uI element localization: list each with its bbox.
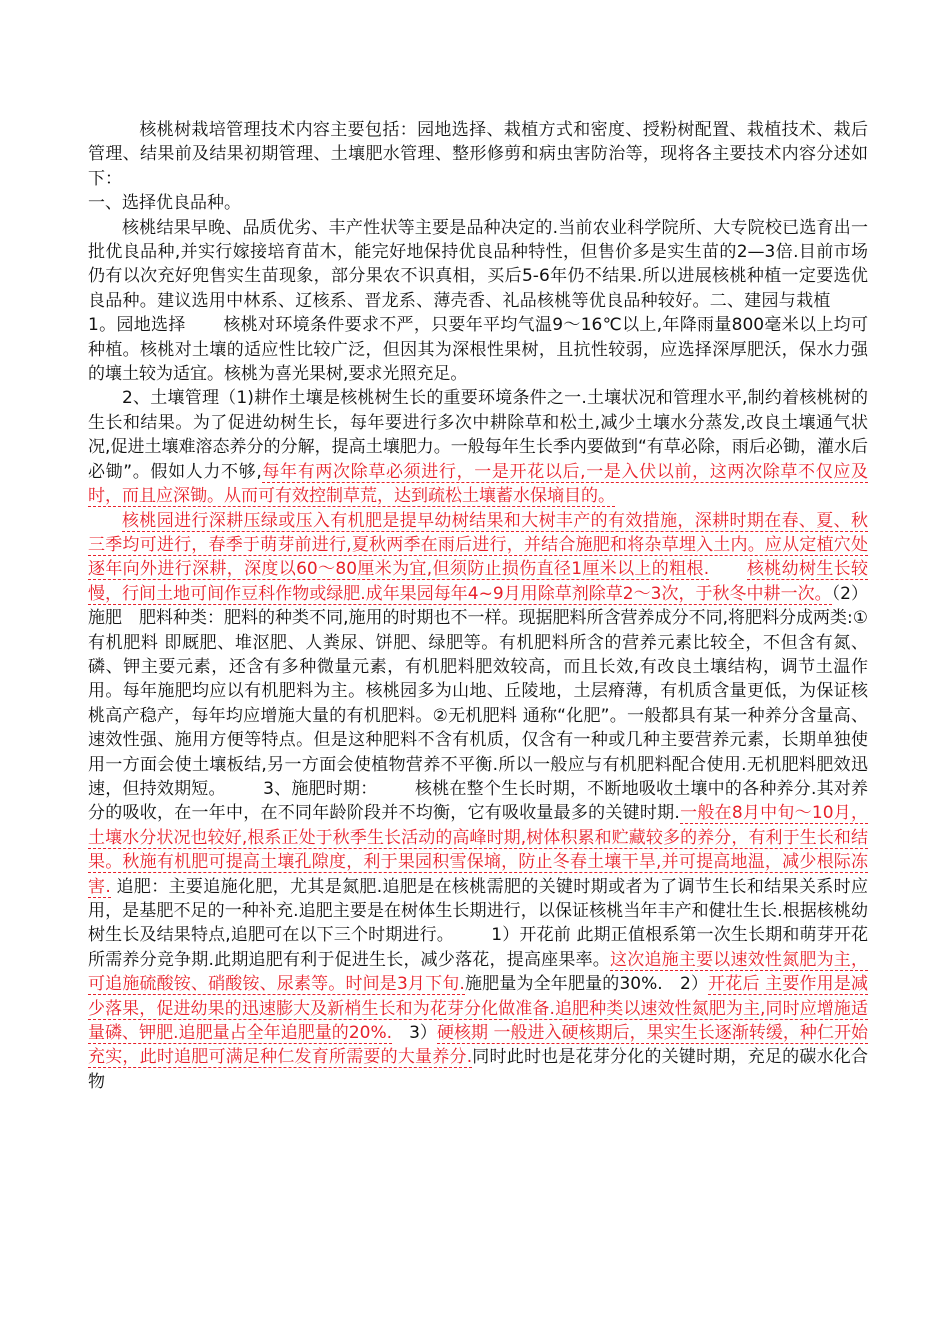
site-selection-heading: 1。园地选择 <box>88 315 186 336</box>
site-selection-text: 核桃对环境条件要求不严，只要年平均气温9～16℃以上,年降雨量800毫米以上均可种植。核桃对土壤的适应性比较广泛，但因其为深根性果树，且抗性较弱，应选择深厚肥沃，保水力强的壤土较为适宜。核桃为喜光果树,要求光照充足。 <box>88 315 868 385</box>
soil-management-paragraph <box>88 386 868 508</box>
document-body <box>88 118 868 1094</box>
variety-text: 核桃结果早晚、品质优劣、丰产性状等主要是品种决定的.当前农业科学院所、大专院校已选育出一批优良品种,并实行嫁接培育苗木，能完好地保持优良品种特性，但售价多是实生苗的2—3倍.目前市场仍有以次充好兜售实生苗现象，部分果农不识真相，买后5-6年仍不结果.所以进展核桃种植一定要选优良品种。建议选用中林系、辽核系、晋龙系、薄壳香、礼品核桃等优良品种较好。二、建园与栽植 <box>88 217 869 311</box>
stage-number-text: 3） <box>392 1023 437 1044</box>
soil-management-text: 2、土壤管理（1)耕作土壤是核桃树生长的重要环境条件之一.土壤状况和管理水平,制约着核桃树的生长和结果。为了促进幼树生长，每年要进行多次中耕除草和松土,减少土壤水分蒸发,改良土壤通气状况,促进土壤难溶态养分的分解，提高土壤肥力。一般每年生长季内要做到“有草必除，雨后必锄，灌水后必锄”。假如人力不够, <box>88 388 868 482</box>
intercrop-highlight: 核桃幼树生长较慢，行间土地可间作豆科作物或绿肥.成年果园每年4~9月用除草剂除草2～3次，于秋冬中耕一次。 <box>88 559 869 604</box>
amount-text: 施肥量为全年肥量的30%. 2） <box>464 974 709 995</box>
fertilizer-types-text: （2）施肥 肥料种类：肥料的种类不同,施用的时期也不一样。现据肥料所含营养成分不同,将肥料分成两类:① 有机肥料 即厩肥、堆沤肥、人粪尿、饼肥、绿肥等。有机肥料所含的营养元素比较全，不但含有氮、磷、钾主要元素，还含有多种微量元素，有机肥料肥效较高，而且长效,有改良土壤结构，调节土温作用。每年施肥均应以有机肥料为主。核桃园多为山地、丘陵地，土层瘠薄，有机质含量更低，为保证核桃高产稳产，每年均应增施大量的有机肥料。②无机肥料 通称“化肥”。一般都具有某一种养分含量高、速效性强、施用方便等特点。但是这种肥料不含有机质，仅含有一种或几种主要营养元素，长期单独使用一方面会使土壤板结,另一方面会使植物营养不平衡.所以一般应与有机肥料配合使用.无机肥料肥效迅速，但持效期短。 <box>88 583 868 799</box>
fertilizer-paragraph <box>88 509 868 1095</box>
intro-paragraph: 核桃树栽培管理技术内容主要包括：园地选择、栽植方式和密度、授粉树配置、栽植技术、栽后管理、结果前及结果初期管理、土壤肥水管理、整形修剪和病虫害防治等，现将各主要技术内容分述如下： <box>88 120 868 189</box>
nitrogen-highlight: 这次追施主要以速效性氮肥为主，可追施硫酸铵、硝酸铵、尿素等。时间是3月下旬. <box>88 949 869 995</box>
deep-tillage-highlight: 核桃园进行深耕压绿或压入有机肥是提早幼树结果和大树丰产的有效措施，深耕时期在春、夏、秋三季均可进行，春季于萌芽前进行,夏秋两季在雨后进行，并结合施肥和将杂草埋入土内。应从定植穴处逐年向外进行深耕，深度以60～80厘米为宜,但须防止损伤直径1厘米以上的粗根. <box>88 510 868 580</box>
variety-paragraph <box>88 216 868 387</box>
topdressing-text: 追肥：主要追施化肥，尤其是氮肥.追肥是在核桃需肥的关键时期或者为了调节生长和结果关系时应用，是基肥不足的一种补充.追肥主要是在树体生长期进行，以保证核桃当年丰产和健壮生长.根据核桃幼树生长及结果特点,追肥可在以下三个时期进行。 <box>88 876 869 946</box>
after-flowering-highlight: 开花后 主要作用是减少落果，促进幼果的迅速膨大及新梢生长和为花芽分化做准备.追肥种类以速效性氮肥为主,同时应增施适量磷、钾肥.追肥量占全年追肥量的20%. <box>88 974 869 1044</box>
section-heading-1: 一、选择优良品种。 <box>88 193 241 214</box>
weeding-highlight: 每年有两次除草必须进行，一是开花以后,一是入伏以前，这两次除草不仅应及时，而且应深锄。从而可有效控制草荒，达到疏松土壤蓄水保墒目的。 <box>88 461 868 507</box>
autumn-fertilizer-highlight: 一般在8月中旬～10月，土壤水分状况也较好,根系正处于秋季生长活动的高峰时期,树体积累和贮藏较多的养分，有利于生长和结果。秋施有机肥可提高土壤孔隙度，利于果园积雪保墒，防止冬春土壤干旱,并可提高地温，减少根际冻害. <box>88 803 868 897</box>
fertilizing-time-heading: 3、施肥时期： <box>263 778 378 799</box>
fertilizing-time-text: 核桃在整个生长时期，不断地吸收土壤中的各种养分.其对养分的吸收，在一年中，在不同年龄阶段并不均衡，它有吸收量最多的关键时期. <box>88 778 869 824</box>
before-flowering-text: 1）开花前 此期正值根系第一次生长期和萌芽开花所需养分竞争期.此期追肥有利于促进生长，减少落花，提高座果率。 <box>88 925 869 970</box>
hard-core-highlight: 硬核期 一般进入硬核期后，果实生长逐渐转缓，种仁开始充实，此时追肥可满足种仁发育所需要的大量养分. <box>88 1023 868 1068</box>
flower-bud-text: 同时此时也是花芽分化的关键时期，充足的碳水化合物 <box>88 1047 868 1092</box>
